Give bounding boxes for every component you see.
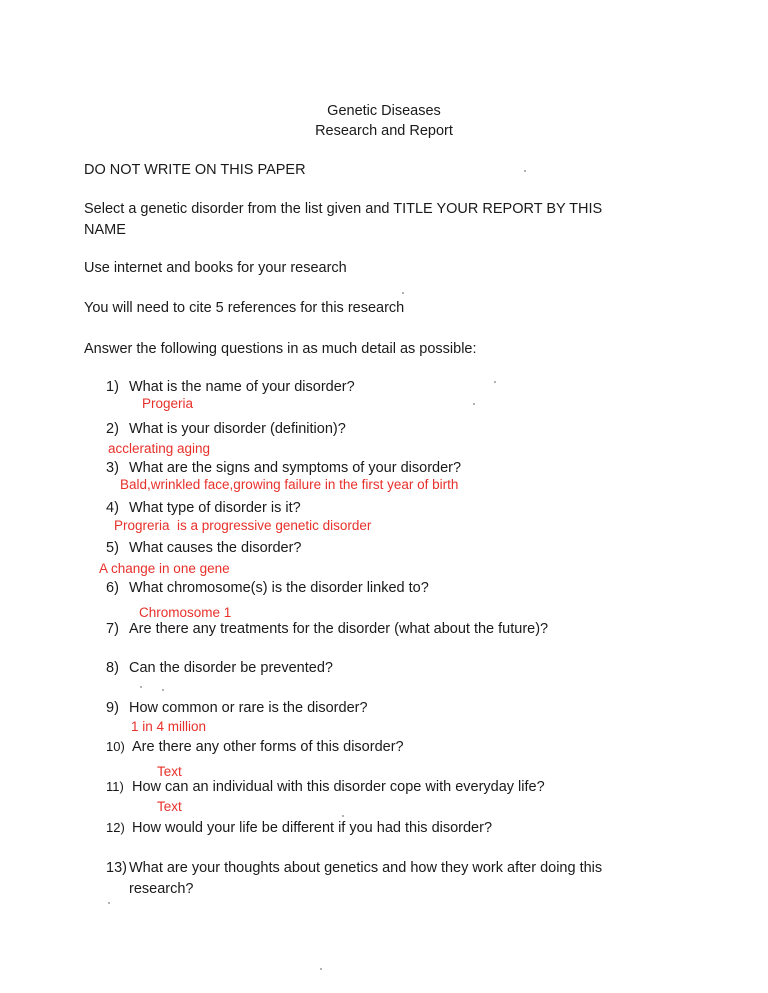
question-number: 3) <box>106 460 119 476</box>
scan-speck <box>342 815 344 817</box>
question-2 <box>106 420 346 438</box>
question-text: Can the disorder be prevented? <box>129 660 333 676</box>
question-3 <box>106 459 461 477</box>
question-12 <box>106 819 492 837</box>
question-5 <box>106 539 301 557</box>
instruction-select: Select a genetic disorder from the list given and TITLE YOUR REPORT BY THIS NAME <box>84 201 603 238</box>
question-number: 11) <box>106 779 124 794</box>
scan-speck <box>162 689 164 691</box>
question-number: 12) <box>106 820 125 835</box>
question-number: 7) <box>106 621 119 637</box>
page-subtitle: Research and Report <box>315 123 453 139</box>
page-title: Genetic Diseases <box>327 103 441 119</box>
question-4 <box>106 499 301 517</box>
answer-10: Text <box>157 764 182 779</box>
question-text: What are the signs and symptoms of your disorder? <box>129 460 462 476</box>
question-number: 2) <box>106 421 119 437</box>
question-text: Are there any other forms of this disorder? <box>132 739 404 755</box>
question-number: 9) <box>106 700 119 716</box>
scan-speck <box>140 686 142 688</box>
question-text-continued: research? <box>129 881 194 897</box>
scan-speck <box>494 381 496 383</box>
question-text: Are there any treatments for the disorder (what about the future)? <box>129 621 549 637</box>
question-text: How would your life be different if you had this disorder? <box>132 820 493 836</box>
scan-speck <box>524 170 526 172</box>
question-text: What type of disorder is it? <box>129 500 301 516</box>
scan-speck <box>108 902 110 904</box>
question-number: 6) <box>106 580 119 596</box>
scan-speck <box>473 403 475 405</box>
answer-11: Text <box>157 799 182 814</box>
instruction-research: Use internet and books for your research <box>84 260 347 276</box>
question-number: 5) <box>106 540 119 556</box>
instruction-answer-prompt: Answer the following questions in as much detail as possible: <box>84 341 477 357</box>
scan-speck <box>402 292 404 294</box>
question-text: What chromosome(s) is the disorder linked to? <box>129 580 429 596</box>
answer-3: Bald,wrinkled face,growing failure in the first year of birth <box>120 477 459 492</box>
scan-speck <box>320 968 322 970</box>
question-number: 13) <box>106 860 127 876</box>
question-text: What is your disorder (definition)? <box>129 421 346 437</box>
answer-6: Chromosome 1 <box>139 605 232 620</box>
answer-2: acclerating aging <box>108 441 211 456</box>
answer-5: A change in one gene <box>99 561 230 576</box>
question-11 <box>106 778 545 796</box>
question-9 <box>106 699 368 717</box>
question-13 <box>106 858 626 900</box>
question-text: How can an individual with this disorder cope with everyday life? <box>132 779 545 795</box>
question-text: What is the name of your disorder? <box>129 379 355 395</box>
question-number: 4) <box>106 500 119 516</box>
question-text: How common or rare is the disorder? <box>129 700 368 716</box>
question-number: 8) <box>106 660 119 676</box>
question-8 <box>106 659 333 677</box>
answer-1: Progeria <box>142 396 194 411</box>
question-number: 10) <box>106 739 125 754</box>
question-6 <box>106 579 429 597</box>
question-text: What causes the disorder? <box>129 540 302 556</box>
instruction-warning: DO NOT WRITE ON THIS PAPER <box>84 162 306 178</box>
question-number: 1) <box>106 379 119 395</box>
question-7 <box>106 620 548 638</box>
question-1 <box>106 378 355 396</box>
answer-4: Progreria is a progressive genetic disorder <box>114 518 372 533</box>
instruction-cite: You will need to cite 5 references for this research <box>84 300 405 316</box>
question-text: What are your thoughts about genetics and how they work after doing this <box>129 860 603 876</box>
question-10 <box>106 738 404 756</box>
answer-9: 1 in 4 million <box>131 719 207 734</box>
